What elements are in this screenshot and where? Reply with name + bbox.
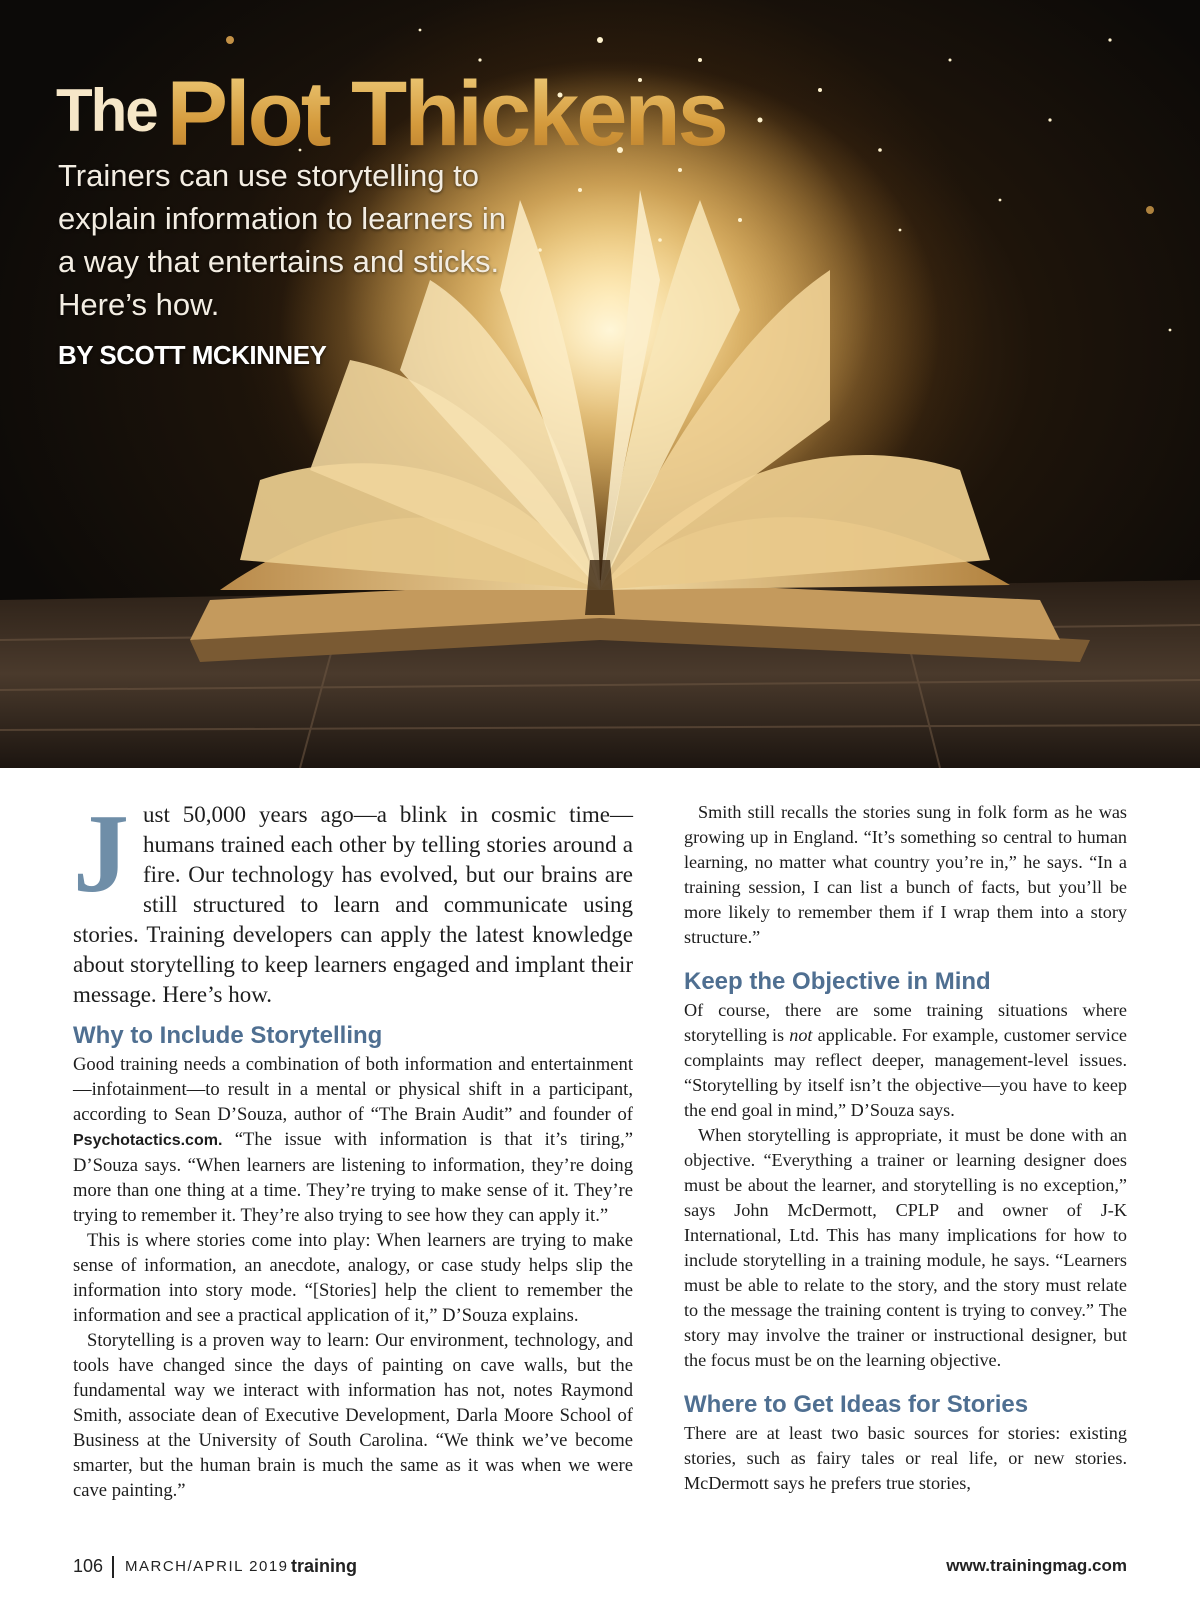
body-text: “The issue with information is that it’s tiring,” D’Souza says. “When learners are listening to information, they’re doing more than one thing at a time. They’re trying to make sense of it. They’re trying to remember it. They’re also trying to see how they can apply it.” bbox=[73, 1129, 633, 1226]
title-prefix: The bbox=[56, 77, 157, 144]
title-main: Plot Thickens bbox=[166, 63, 726, 165]
body-paragraph: When storytelling is appropriate, it must be done with an objective. “Everything a trainer or learning designer does must be about the learner, and storytelling is no exception,” says John McDermott, CPLP and owner of J-K International, Ltd. This has many implications for how to include storytelling in a training module, he says. “Learners must be able to relate to the story, and the story must relate to the message the training content is trying to convey.” The story may involve the trainer or instructional designer, but the focus must be on the learning objective. bbox=[684, 1125, 1127, 1370]
drop-cap: J bbox=[73, 792, 129, 916]
website-url[interactable]: www.trainingmag.com bbox=[946, 1556, 1127, 1575]
right-column bbox=[684, 800, 1127, 1496]
body-paragraph bbox=[684, 998, 1127, 1123]
website-link[interactable]: Psychotactics.com. bbox=[73, 1132, 223, 1149]
emphasis-text: not bbox=[789, 1025, 813, 1045]
body-paragraph: This is where stories come into play: When learners are trying to make sense of information, an anecdote, analogy, or case study helps slip the information into story mode. “[Stories] help the client to remember the information and see a practical application of it,” D’Souza explains. bbox=[73, 1230, 633, 1326]
lead-paragraph bbox=[73, 792, 633, 1010]
heading-objective: Keep the Objective in Mind bbox=[684, 968, 991, 995]
body-text: applicable. For example, customer service complaints may reflect deeper, management-level issues. “Storytelling by itself isn’t the objective—you have to keep the end goal in mind,” D’Souza says. bbox=[684, 1025, 1127, 1120]
article-title bbox=[56, 62, 726, 167]
magazine-name: training bbox=[291, 1556, 357, 1576]
page-number: 106 bbox=[73, 1556, 104, 1576]
left-column bbox=[73, 792, 633, 1503]
byline: BY SCOTT MCKINNEY bbox=[58, 340, 327, 370]
body-text: Good training needs a combination of both information and entertainment—infotainment—to result in a mental or physical shift in a participant, according to Sean D’Souza, author of “The Brain Audit” and founder of bbox=[73, 1054, 633, 1125]
hero-image bbox=[0, 0, 1200, 768]
page-footer bbox=[73, 1556, 1127, 1582]
footer-divider bbox=[112, 1556, 114, 1578]
article-deck: Trainers can use storytelling to explain information to learners in a way that entertains and sticks. Here’s how. bbox=[58, 158, 507, 322]
body-paragraph: Smith still recalls the stories sung in folk form as he was growing up in England. “It’s something so central to human learning, no matter what country you’re in,” he says. “In a training session, I can list a bunch of facts, but you’ll be more likely to remember them if I wrap them into a story structure.” bbox=[684, 802, 1127, 947]
lead-text: ust 50,000 years ago—a blink in cosmic time—humans trained each other by telling stories around a fire. Our technology has evolved, but our brains are still structured to learn and communicate using stories. Training developers can apply the latest knowledge about storytelling to keep learners engaged and implant their message. Here’s how. bbox=[73, 802, 633, 1007]
body-paragraph: Storytelling is a proven way to learn: Our environment, technology, and tools have changed since the days of painting on cave walls, but the fundamental way we interact with information has not, notes Raymond Smith, associate dean of Executive Development, Darla Moore School of Business at the University of South Carolina. “We think we’ve become smarter, but the human brain is much the same as it was when we were cave painting.” bbox=[73, 1330, 633, 1501]
body-paragraph bbox=[73, 1052, 633, 1228]
body-text: Of course, there are some training situations where storytelling is bbox=[684, 1000, 1127, 1045]
heading-why-storytelling: Why to Include Storytelling bbox=[73, 1022, 383, 1049]
body-paragraph: There are at least two basic sources for stories: existing stories, such as fairy tales or real life, or new stories. McDermott says he prefers true stories, bbox=[684, 1423, 1127, 1493]
heading-story-ideas: Where to Get Ideas for Stories bbox=[684, 1391, 1029, 1418]
issue-date: MARCH/APRIL 2019 bbox=[125, 1558, 289, 1575]
